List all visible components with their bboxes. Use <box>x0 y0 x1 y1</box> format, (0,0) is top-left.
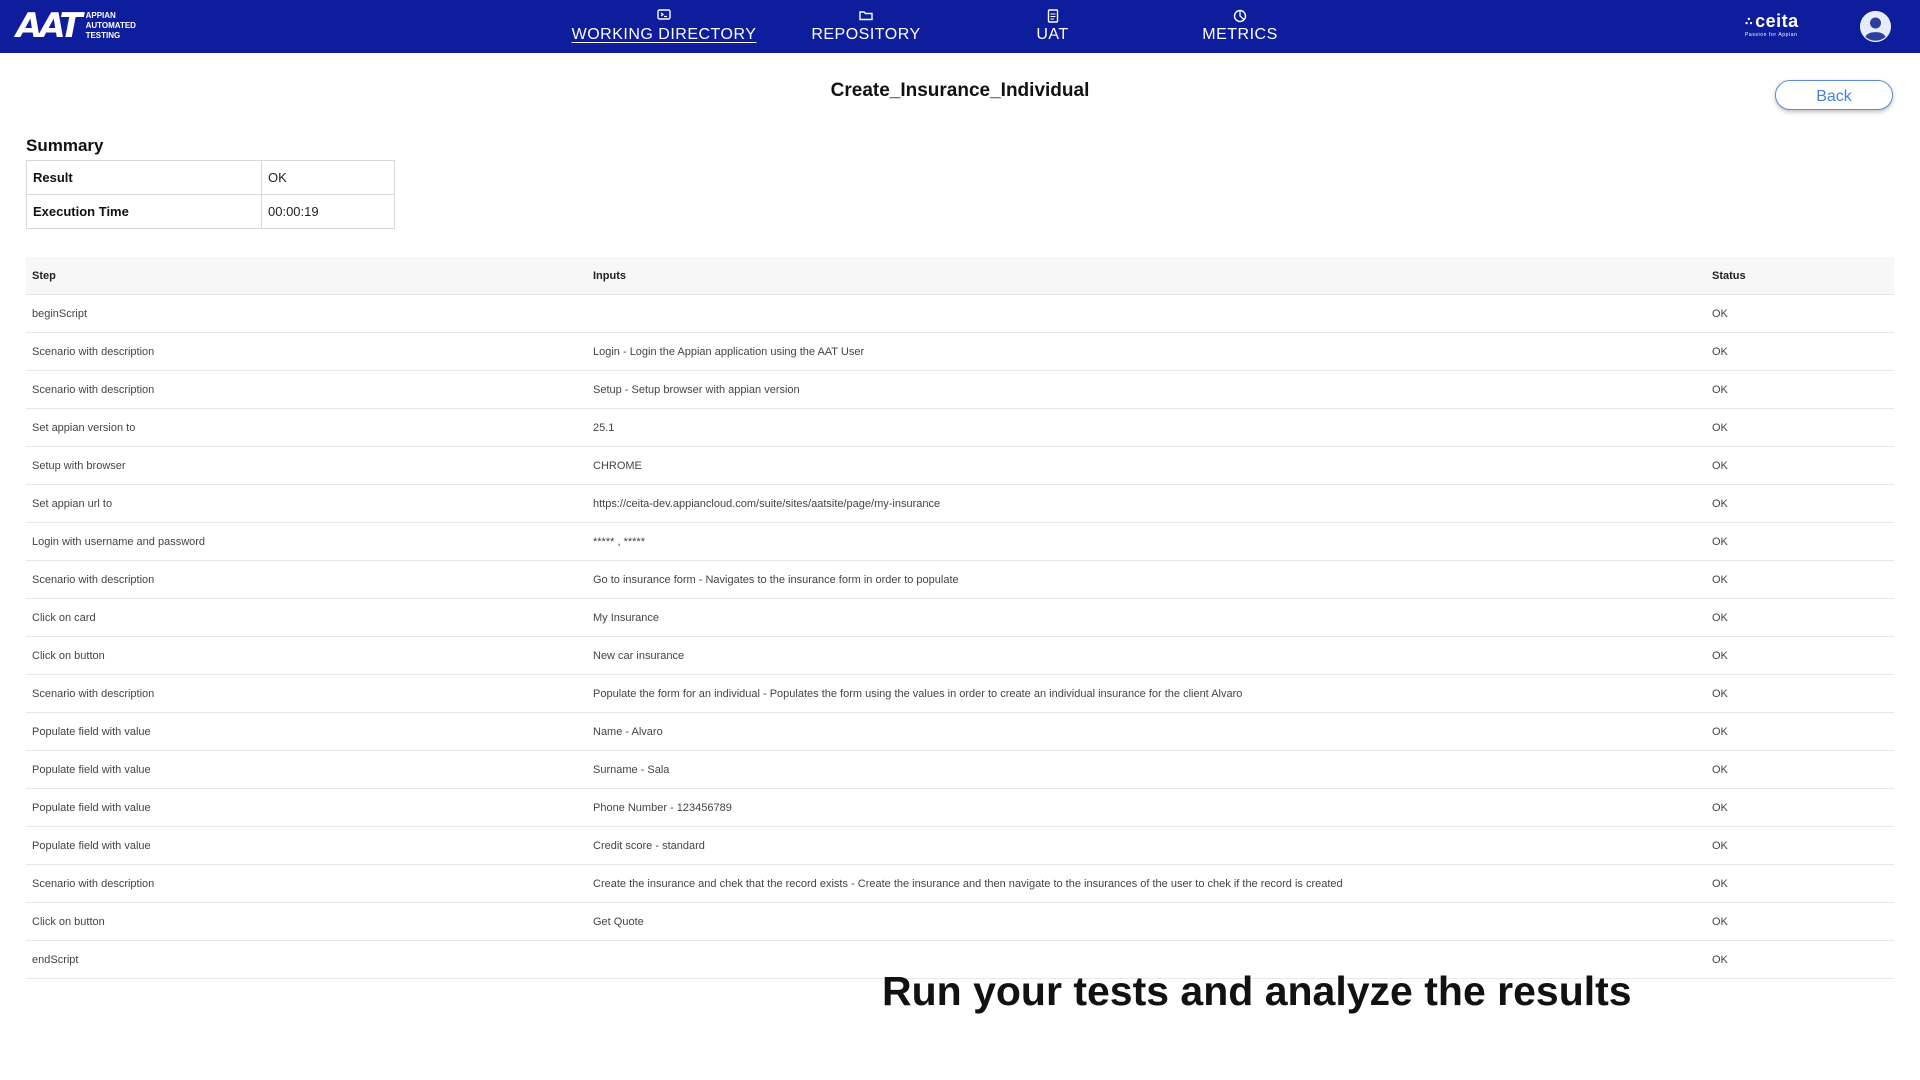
summary-row <box>27 161 395 195</box>
status-cell: OK <box>1706 295 1894 333</box>
status-cell: OK <box>1706 371 1894 409</box>
column-header-status: Status <box>1706 257 1894 295</box>
inputs-cell: Phone Number - 123456789 <box>587 789 1706 827</box>
status-cell: OK <box>1706 523 1894 561</box>
step-cell: Populate field with value <box>26 751 587 789</box>
column-header-inputs: Inputs <box>587 257 1706 295</box>
table-row <box>26 561 1894 599</box>
aat-logo[interactable] <box>16 8 136 44</box>
nav-working-directory[interactable] <box>571 9 757 45</box>
inputs-cell: New car insurance <box>587 637 1706 675</box>
step-cell: Click on card <box>26 599 587 637</box>
inputs-cell: Name - Alvaro <box>587 713 1706 751</box>
table-row <box>26 447 1894 485</box>
steps-table <box>26 257 1894 979</box>
nav-repository[interactable] <box>810 9 922 45</box>
inputs-cell: Get Quote <box>587 903 1706 941</box>
inputs-cell: Setup - Setup browser with appian version <box>587 371 1706 409</box>
top-navigation-bar <box>0 0 1920 53</box>
step-cell: Scenario with description <box>26 333 587 371</box>
logo-subtitle: APPIAN AUTOMATED TESTING <box>85 11 136 40</box>
inputs-cell: 25.1 <box>587 409 1706 447</box>
logo-mark: AAT <box>16 6 80 46</box>
folder-icon <box>810 9 922 25</box>
brand-dots-icon: ∴ <box>1745 16 1754 29</box>
step-cell: Setup with browser <box>26 447 587 485</box>
column-header-step: Step <box>26 257 587 295</box>
status-cell: OK <box>1706 637 1894 675</box>
status-cell: OK <box>1706 941 1894 979</box>
inputs-cell: My Insurance <box>587 599 1706 637</box>
table-row <box>26 371 1894 409</box>
status-cell: OK <box>1706 599 1894 637</box>
table-row <box>26 865 1894 903</box>
step-cell: Populate field with value <box>26 713 587 751</box>
table-row <box>26 333 1894 371</box>
status-cell: OK <box>1706 333 1894 371</box>
inputs-cell: https://ceita-dev.appiancloud.com/suite/sites/aatsite/page/my-insurance <box>587 485 1706 523</box>
step-cell: Click on button <box>26 637 587 675</box>
summary-key: Result <box>27 161 262 195</box>
table-row <box>26 599 1894 637</box>
pie-chart-icon <box>1200 9 1280 25</box>
step-cell: Click on button <box>26 903 587 941</box>
status-cell: OK <box>1706 409 1894 447</box>
summary-value: 00:00:19 <box>262 195 395 229</box>
status-cell: OK <box>1706 789 1894 827</box>
promo-caption: Run your tests and analyze the results <box>882 968 1632 1014</box>
nav-label: UAT <box>1036 26 1069 43</box>
document-icon <box>1030 9 1075 25</box>
table-row <box>26 675 1894 713</box>
nav-label: REPOSITORY <box>811 26 921 43</box>
table-row <box>26 637 1894 675</box>
table-row <box>26 295 1894 333</box>
step-cell: Scenario with description <box>26 561 587 599</box>
status-cell: OK <box>1706 865 1894 903</box>
summary-table <box>26 160 395 229</box>
summary-value: OK <box>262 161 395 195</box>
status-cell: OK <box>1706 903 1894 941</box>
step-cell: Scenario with description <box>26 371 587 409</box>
brand-tagline: Passion for Appian <box>1745 32 1798 39</box>
step-cell: Scenario with description <box>26 865 587 903</box>
status-cell: OK <box>1706 751 1894 789</box>
inputs-cell: Login - Login the Appian application using the AAT User <box>587 333 1706 371</box>
table-row <box>26 903 1894 941</box>
step-cell: Set appian url to <box>26 485 587 523</box>
page-title: Create_Insurance_Individual <box>830 80 1090 101</box>
table-row <box>26 789 1894 827</box>
step-cell: beginScript <box>26 295 587 333</box>
summary-key: Execution Time <box>27 195 262 229</box>
step-cell: endScript <box>26 941 587 979</box>
table-row <box>26 485 1894 523</box>
table-row <box>26 523 1894 561</box>
inputs-cell: CHROME <box>587 447 1706 485</box>
back-button[interactable]: Back <box>1775 80 1893 110</box>
status-cell: OK <box>1706 447 1894 485</box>
brand-name: ceita <box>1755 11 1799 31</box>
nav-label: METRICS <box>1202 26 1278 43</box>
status-cell: OK <box>1706 561 1894 599</box>
step-cell: Scenario with description <box>26 675 587 713</box>
inputs-cell: Go to insurance form - Navigates to the insurance form in order to populate <box>587 561 1706 599</box>
status-cell: OK <box>1706 713 1894 751</box>
table-row <box>26 409 1894 447</box>
steps-header-row <box>26 257 1894 295</box>
inputs-cell: Populate the form for an individual - Populates the form using the values in order to create an individual insurance for the client Alvaro <box>587 675 1706 713</box>
table-row <box>26 827 1894 865</box>
status-cell: OK <box>1706 485 1894 523</box>
step-cell: Populate field with value <box>26 789 587 827</box>
user-avatar-icon[interactable] <box>1860 11 1891 42</box>
status-cell: OK <box>1706 827 1894 865</box>
step-cell: Set appian version to <box>26 409 587 447</box>
step-cell: Login with username and password <box>26 523 587 561</box>
table-row <box>26 751 1894 789</box>
inputs-cell: ***** , ***** <box>587 523 1706 561</box>
table-row <box>26 713 1894 751</box>
inputs-cell: Create the insurance and chek that the record exists - Create the insurance and then navigate to the insurances of the user to chek if the record is created <box>587 865 1706 903</box>
nav-metrics[interactable] <box>1200 9 1280 45</box>
inputs-cell <box>587 295 1706 333</box>
ceita-brand-logo <box>1745 12 1799 39</box>
nav-label: WORKING DIRECTORY <box>571 26 757 43</box>
inputs-cell: Credit score - standard <box>587 827 1706 865</box>
inputs-cell: Surname - Sala <box>587 751 1706 789</box>
terminal-icon <box>571 9 757 25</box>
step-cell: Populate field with value <box>26 827 587 865</box>
summary-title: Summary <box>26 136 104 155</box>
summary-row <box>27 195 395 229</box>
nav-uat[interactable] <box>1030 9 1075 45</box>
status-cell: OK <box>1706 675 1894 713</box>
